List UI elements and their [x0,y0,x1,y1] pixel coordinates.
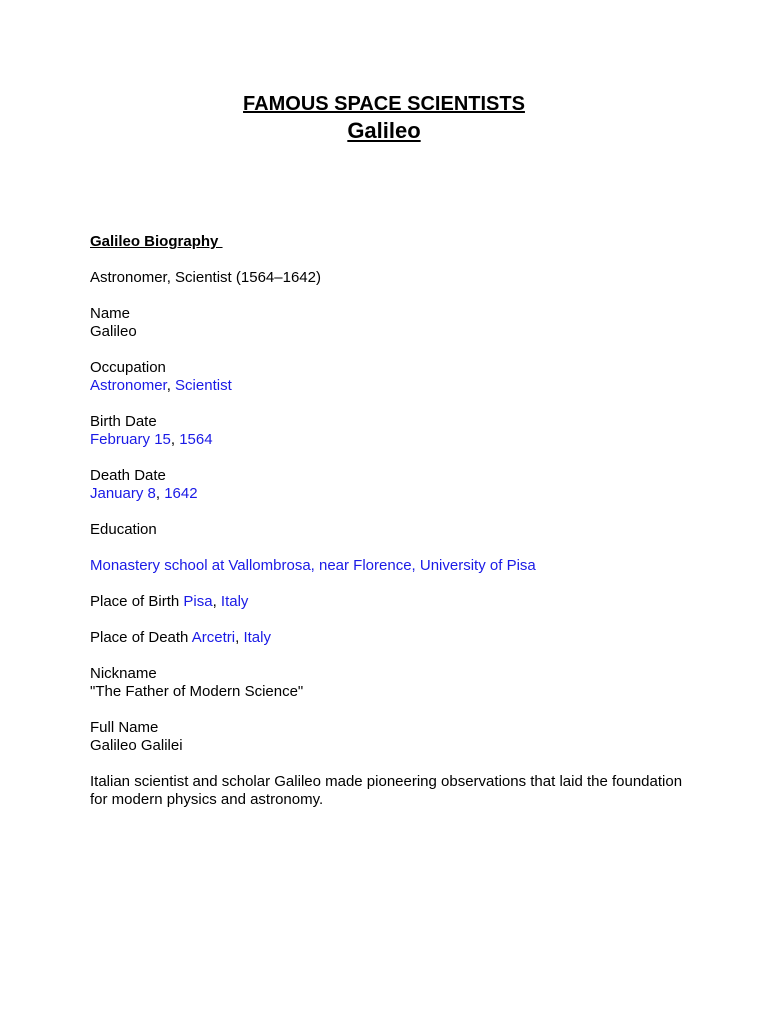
birth-date-value [90,431,690,449]
birth-date-label: Birth Date [90,413,157,430]
birth-date-separator: , [170,431,180,448]
nickname-field [90,665,690,701]
education-value [90,557,690,575]
death-city-link[interactable]: Arcetri [191,629,236,646]
nickname-label: Nickname [90,665,157,682]
death-date-separator: , [155,485,165,502]
occupation-label: Occupation [90,359,166,376]
page-subtitle: Galileo [347,118,421,143]
nickname-value: "The Father of Modern Science" [90,683,304,700]
birth-year-link[interactable]: 1564 [179,431,213,448]
full-name-value: Galileo Galilei [90,737,183,754]
birth-city-link[interactable]: Pisa [183,593,213,610]
birth-date-field [90,413,690,449]
place-of-death-field [90,629,690,647]
place-of-death-label: Place of Death [90,629,189,646]
full-name-label: Full Name [90,719,159,736]
death-date-field [90,467,690,503]
death-date-label: Death Date [90,467,166,484]
occupation-link-scientist[interactable]: Scientist [175,377,232,394]
occupation-field [90,359,690,395]
birth-day-link[interactable]: February 15 [90,431,171,448]
name-value: Galileo [90,323,137,340]
education-link[interactable]: Monastery school at Vallombrosa, near Florence, University of Pisa [90,557,536,574]
occupation-separator: , [166,377,176,394]
place-of-birth-separator: , [212,593,221,610]
death-year-link[interactable]: 1642 [164,485,198,502]
page-title: FAMOUS SPACE SCIENTISTS [243,93,525,115]
occupation-value [90,377,690,395]
full-name-field [90,719,690,755]
biography-summary: Italian scientist and scholar Galileo made pioneering observations that laid the foundation for modern physics and astronomy. [90,773,683,808]
biography-section [90,233,690,809]
education-label: Education [90,521,157,538]
place-of-birth-label: Place of Birth [90,593,180,610]
biography-heading: Galileo Biography [90,233,223,250]
biography-tagline: Astronomer, Scientist (1564–1642) [90,269,321,286]
death-day-link[interactable]: January 8 [90,485,156,502]
death-country-link[interactable]: Italy [243,629,271,646]
name-label: Name [90,305,131,322]
place-of-birth-field [90,593,690,611]
place-of-death-separator: , [235,629,244,646]
death-date-value [90,485,690,503]
name-field [90,305,690,341]
birth-country-link[interactable]: Italy [220,593,249,610]
occupation-link-astronomer[interactable]: Astronomer [90,377,167,394]
